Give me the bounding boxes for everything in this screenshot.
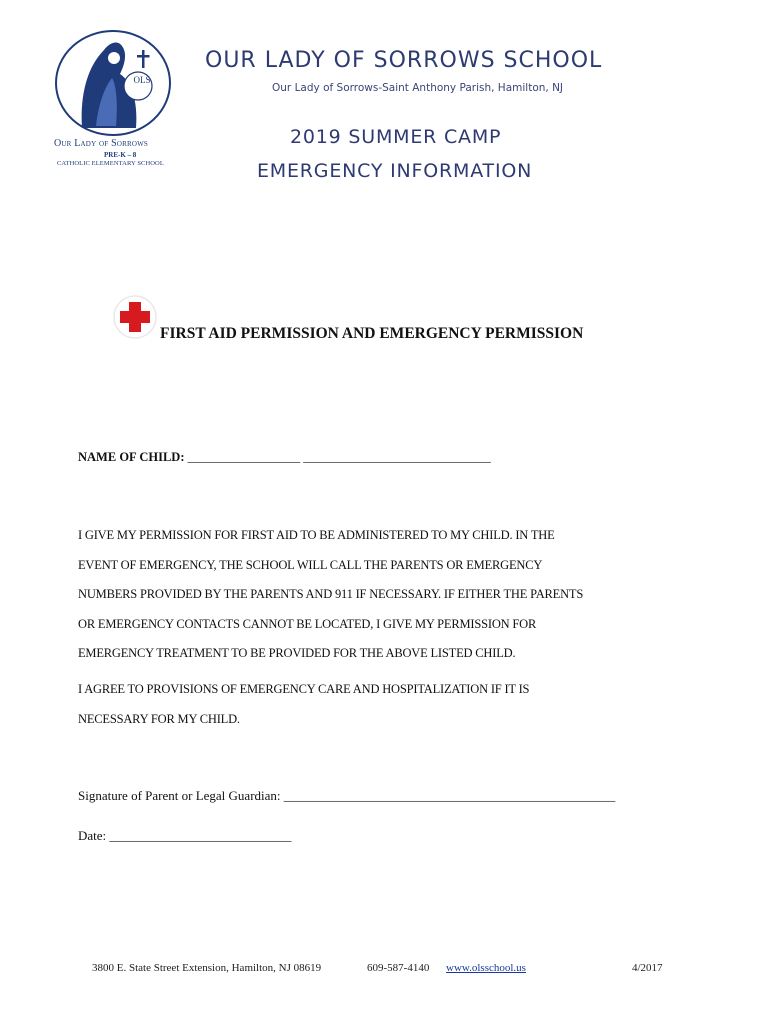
footer-website-link[interactable]: www.olsschool.us xyxy=(446,962,526,974)
paragraph-line: I GIVE MY PERMISSION FOR FIRST AID TO BE ADMINISTERED TO MY CHILD. IN THE xyxy=(78,528,555,542)
paragraph-line: OR EMERGENCY CONTACTS CANNOT BE LOCATED, I GIVE MY PERMISSION FOR xyxy=(78,616,537,631)
footer-phone: 609-587-4140 xyxy=(367,962,430,974)
paragraph-line: I AGREE TO PROVISIONS OF EMERGENCY CARE AND HOSPITALIZATION IF IT IS xyxy=(78,682,530,696)
red-cross-icon xyxy=(112,294,158,340)
document-title-line1: 2019 SUMMER CAMP xyxy=(290,126,502,148)
logo-school-name: Our Lady of Sorrows xyxy=(54,138,148,149)
permission-paragraph xyxy=(78,521,698,669)
paragraph-line: EMERGENCY TREATMENT TO BE PROVIDED FOR THE ABOVE LISTED CHILD. xyxy=(78,646,516,660)
date-field[interactable]: Date: ____________________________ xyxy=(78,828,292,843)
logo-grades: PRE-K – 8 xyxy=(104,151,137,159)
paragraph-line: NECESSARY FOR MY CHILD. xyxy=(78,711,240,726)
agreement-paragraph xyxy=(78,675,698,734)
document-title-line2: EMERGENCY INFORMATION xyxy=(257,160,533,182)
footer-revision-date: 4/2017 xyxy=(632,962,663,974)
logo-monogram: OLS xyxy=(133,75,151,85)
footer-address: 3800 E. State Street Extension, Hamilton, NJ 08619 xyxy=(92,962,322,974)
logo-school-type: CATHOLIC ELEMENTARY SCHOOL xyxy=(57,160,164,167)
child-name-blank[interactable]: __________________ ______________________________ xyxy=(184,450,491,464)
signature-field[interactable]: Signature of Parent or Legal Guardian: ___________________________________________________ xyxy=(78,788,616,803)
paragraph-line: EVENT OF EMERGENCY, THE SCHOOL WILL CALL THE PARENTS OR EMERGENCY xyxy=(78,557,543,572)
section-heading: FIRST AID PERMISSION AND EMERGENCY PERMISSION xyxy=(160,325,584,342)
child-name-label: NAME OF CHILD: xyxy=(78,450,185,464)
paragraph-line: NUMBERS PROVIDED BY THE PARENTS AND 911 IF NECESSARY. IF EITHER THE PARENTS xyxy=(78,587,584,601)
parish-name: Our Lady of Sorrows-Saint Anthony Parish, Hamilton, NJ xyxy=(272,82,564,94)
child-name-field[interactable] xyxy=(78,450,491,465)
school-name: OUR LADY OF SORROWS SCHOOL xyxy=(205,48,603,73)
